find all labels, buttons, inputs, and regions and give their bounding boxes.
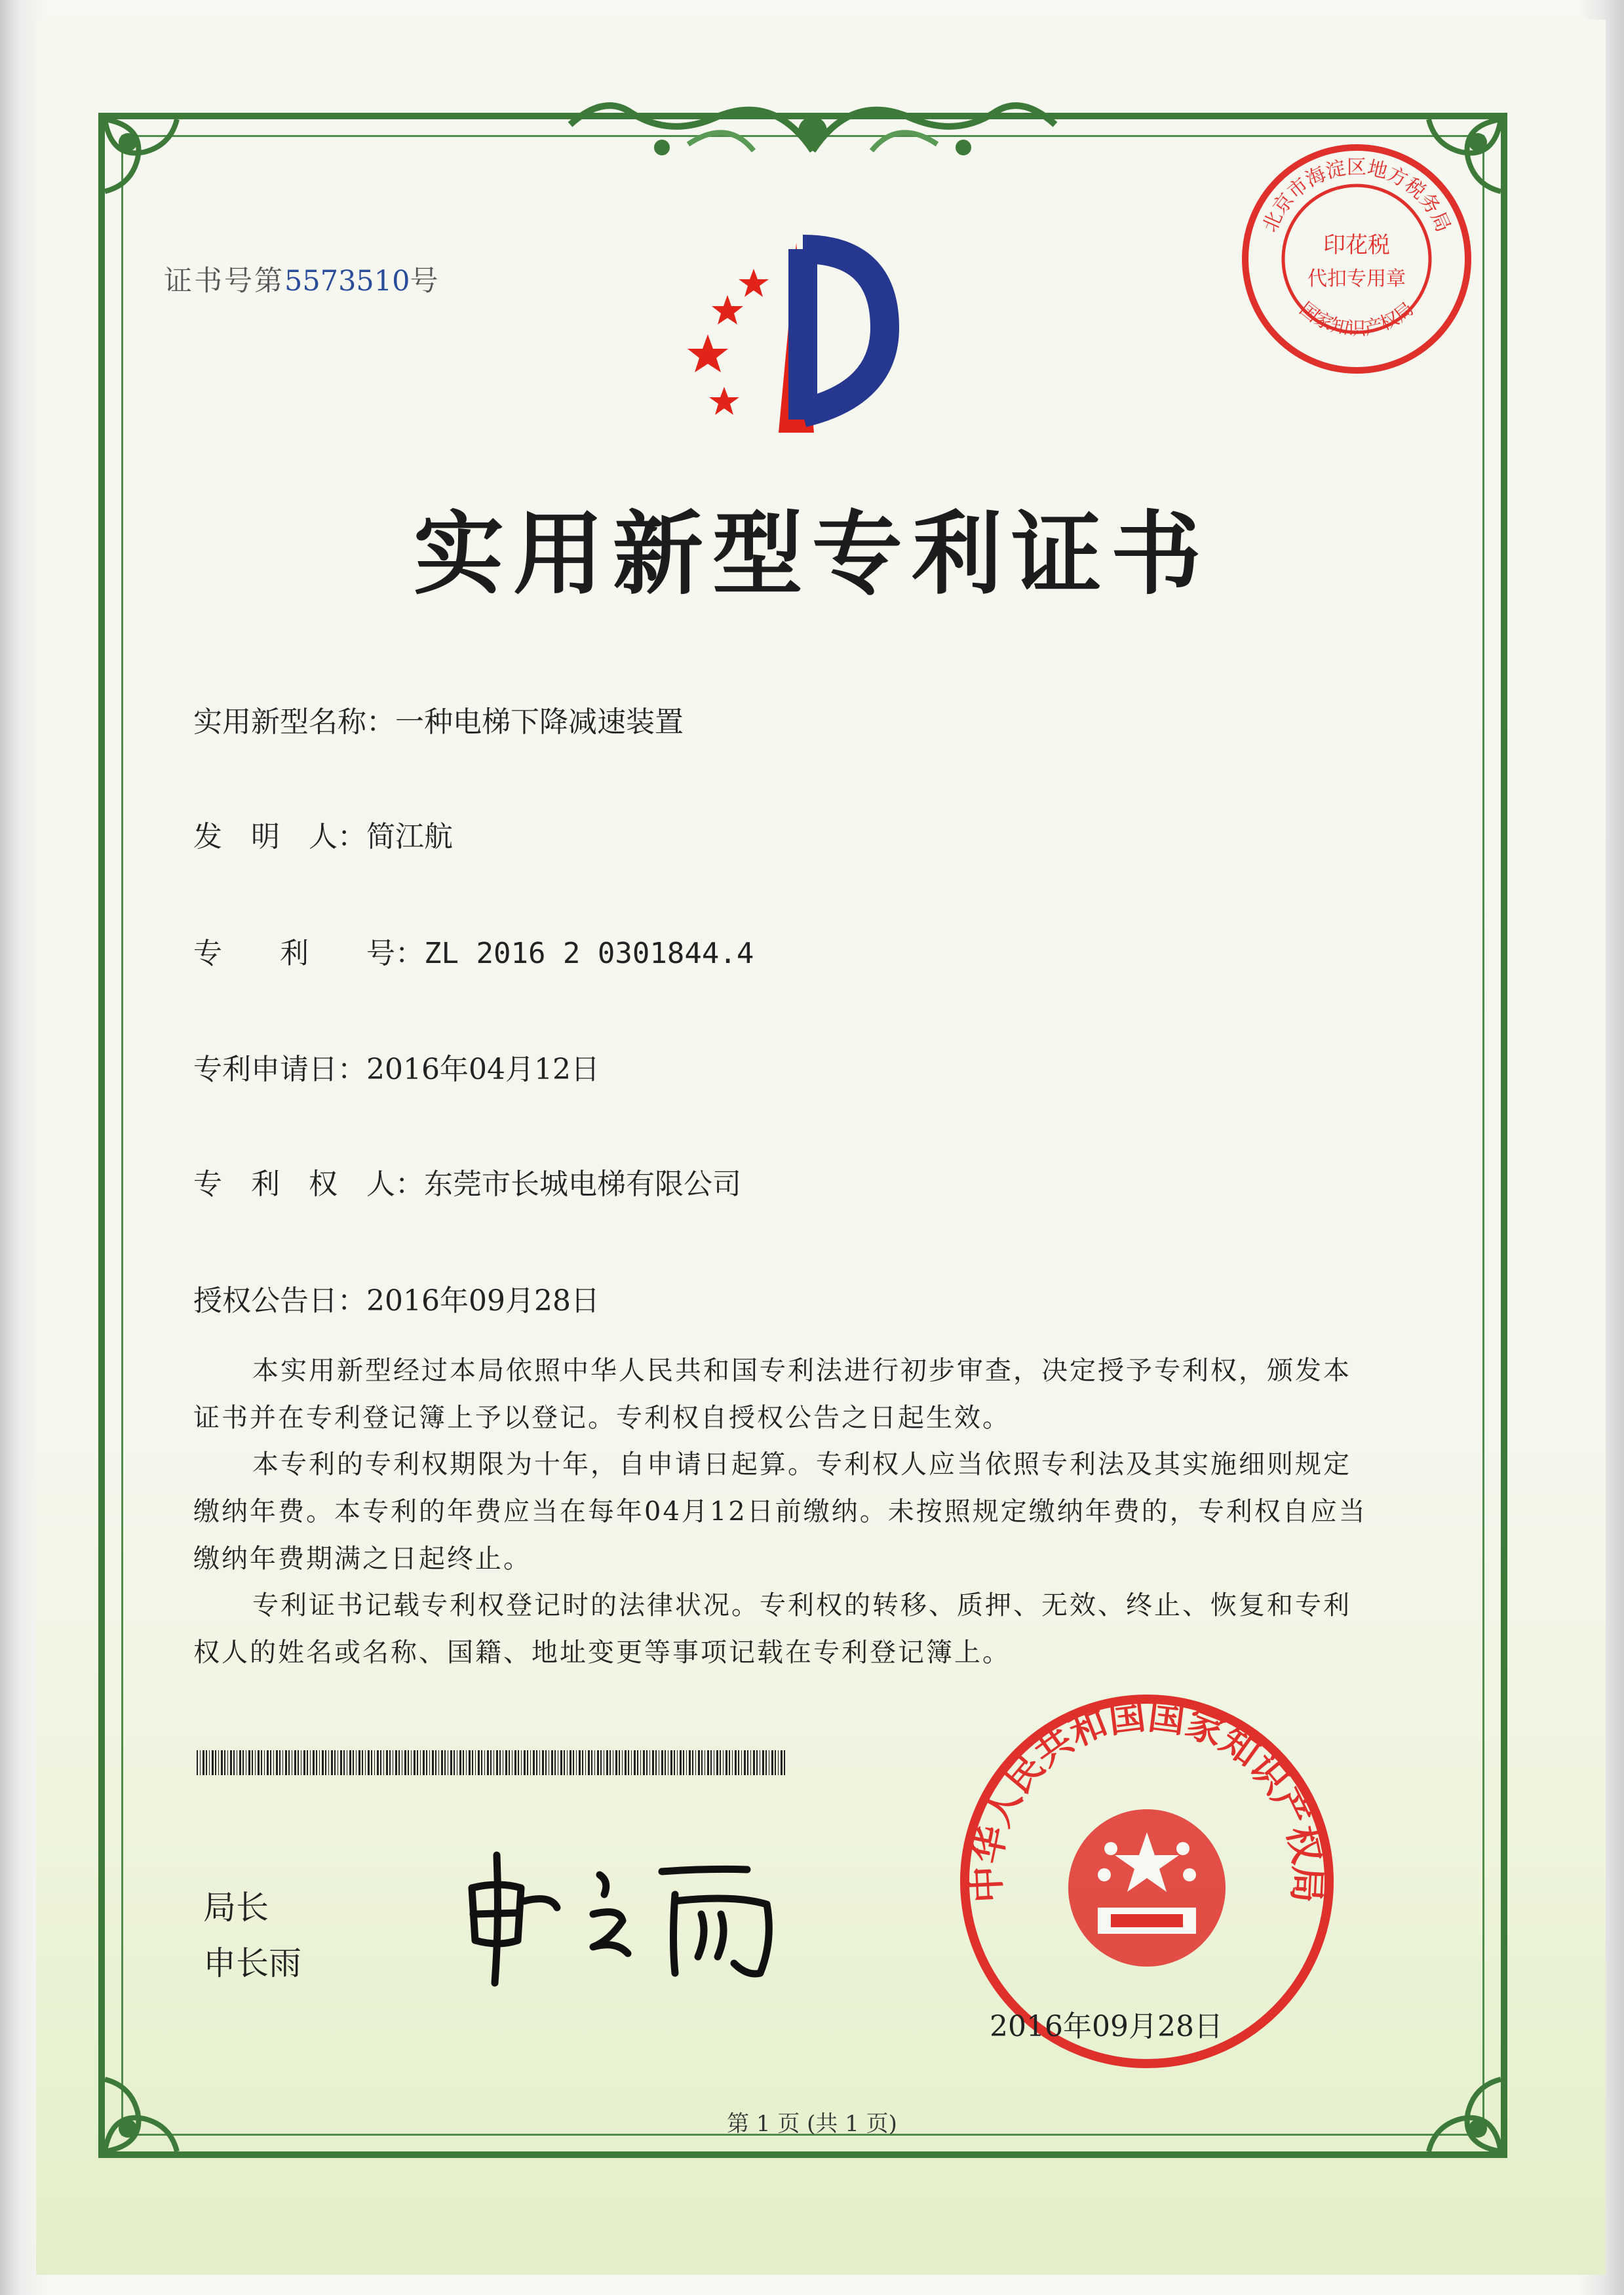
certificate-number-value: 5573510: [284, 265, 410, 298]
field-filing-date: [193, 1046, 600, 1088]
barcode: [197, 1750, 786, 1775]
field-patent-number: [193, 930, 754, 971]
field-value: 一种电梯下降减速装置: [395, 705, 684, 739]
field-label: 专利申请日：: [193, 1053, 366, 1086]
director-title: 局长: [203, 1889, 269, 1927]
certificate-number: [164, 259, 440, 299]
corner-ornament-icon: [98, 113, 197, 211]
field-utility-model-name: [193, 698, 684, 740]
body-paragraph: 本实用新型经过本局依照中华人民共和国专利法进行初步审查，决定授予专利权，颁发本证书并在专利登记簿上予以登记。专利权自授权公告之日起生效。: [193, 1356, 1351, 1433]
field-label: 发 明 人：: [193, 820, 366, 853]
field-value: 2016年09月28日: [366, 1284, 600, 1318]
field-label: 专 利 权 人：: [193, 1167, 424, 1201]
field-value: 2016年04月12日: [366, 1053, 600, 1086]
field-patentee: [193, 1160, 741, 1202]
certificate-number-label: 证书号第: [164, 265, 284, 298]
top-ornament-icon: [557, 72, 1068, 184]
tax-stamp-bottom-text: 国家知识产权局: [1295, 298, 1418, 340]
body-paragraph: 专利证书记载专利权登记时的法律状况。专利权的转移、质押、无效、终止、恢复和专利权人的姓名或名称、国籍、地址变更等事项记载在专利登记簿上。: [193, 1590, 1351, 1668]
tax-stamp-icon: [1239, 141, 1475, 377]
patent-office-logo-icon: [662, 223, 950, 439]
field-value: 东莞市长城电梯有限公司: [424, 1167, 741, 1201]
tax-stamp-ring-text: 北京市海淀区地方税务局: [1258, 156, 1455, 236]
official-seal-ring-text: 中华人民共和国国家知识产权局: [964, 1694, 1330, 1904]
field-label: 专 利 号：: [193, 937, 424, 970]
page-number-footer: 第 1 页 (共 1 页): [727, 2111, 897, 2137]
tax-stamp-center-line-1: 印花税: [1323, 232, 1390, 258]
tax-stamp-center-line-2: 代扣专用章: [1307, 267, 1406, 290]
certificate-number-suffix: 号: [410, 265, 440, 298]
document-title: 实用新型专利证书: [413, 500, 1210, 607]
field-label: 实用新型名称：: [193, 705, 395, 739]
field-grant-date: [193, 1277, 600, 1319]
issue-date: 2016年09月28日: [990, 2010, 1223, 2043]
body-paragraph: 本专利的专利权期限为十年，自申请日起算。专利权人应当依照专利法及其实施细则规定缴纳年费。本专利的年费应当在每年04月12日前缴纳。未按照规定缴纳年费的，专利权自应当缴纳年费期满之日起终止。: [193, 1449, 1367, 1574]
field-inventor: [193, 813, 453, 855]
signature-icon: [459, 1842, 826, 1993]
director-name: 申长雨: [203, 1944, 301, 1982]
field-label: 授权公告日：: [193, 1284, 366, 1318]
field-value: 简江航: [366, 820, 453, 853]
field-value: ZL 2016 2 0301844.4: [424, 937, 754, 970]
